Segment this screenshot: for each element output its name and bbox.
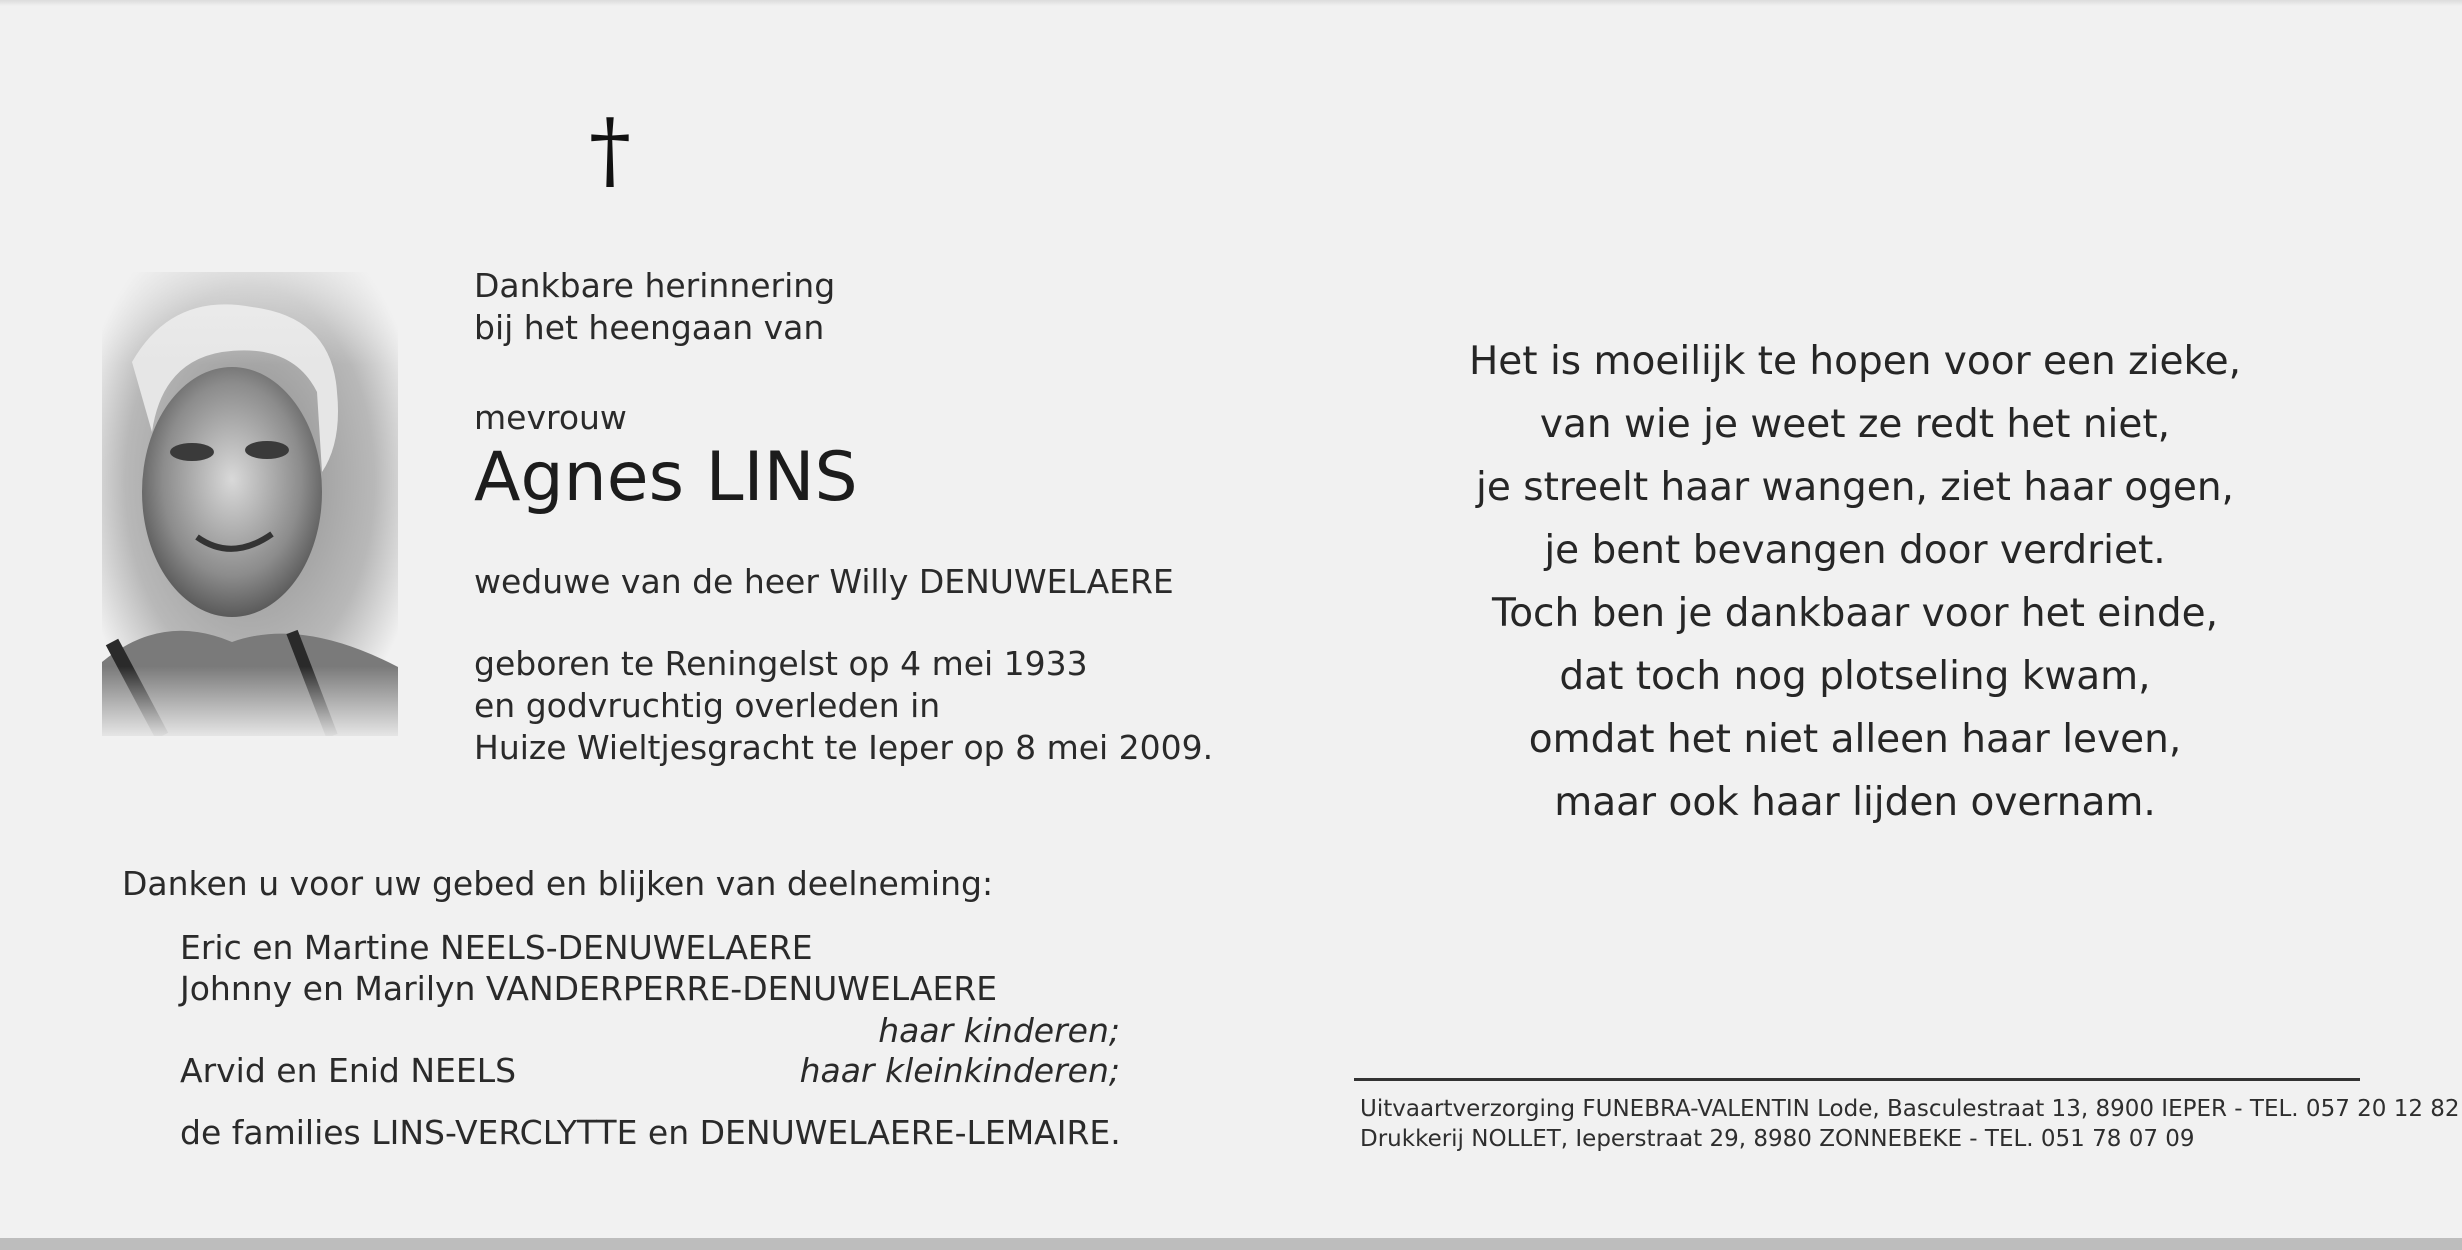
footer-divider <box>1354 1078 2360 1081</box>
printer-info: Drukkerij NOLLET, Ieperstraat 29, 8980 ZONNEBEKE - TEL. 051 78 07 09 <box>1360 1126 2195 1152</box>
family-line-1: Eric en Martine NEELS-DENUWELAERE <box>180 928 813 967</box>
family-line-2: Johnny en Marilyn VANDERPERRE-DENUWELAERE <box>180 969 998 1008</box>
portrait-photo <box>102 272 398 736</box>
poem-line: je streelt haar wangen, ziet haar ogen, <box>1476 465 2234 510</box>
deceased-name: Agnes LINS <box>474 438 858 517</box>
poem-line: maar ook haar lijden overnam. <box>1554 780 2156 825</box>
death-line-1: en godvruchtig overleden in <box>474 686 941 725</box>
widow-line: weduwe van de heer Willy DENUWELAERE <box>474 562 1174 601</box>
intro-line-1: Dankbare herinnering <box>474 266 836 305</box>
children-label: haar kinderen; <box>878 1011 1120 1050</box>
families-line: de families LINS-VERCLYTTE en DENUWELAERE-LEMAIRE. <box>180 1113 1121 1152</box>
poem-line: van wie je weet ze redt het niet, <box>1539 402 2171 447</box>
poem-line: Het is moeilijk te hopen voor een zieke, <box>1468 339 2242 384</box>
cross-icon: † <box>589 101 631 199</box>
family-line-3: Arvid en Enid NEELS <box>180 1051 517 1090</box>
poem-line: omdat het niet alleen haar leven, <box>1528 717 2182 762</box>
poem <box>1340 330 2370 834</box>
thanks-line: Danken u voor uw gebed en blijken van deelneming: <box>122 864 994 903</box>
poem-line: je bent bevangen door verdriet. <box>1544 528 2166 573</box>
poem-line: dat toch nog plotseling kwam, <box>1559 654 2151 699</box>
poem-line: Toch ben je dankbaar voor het einde, <box>1492 591 2218 636</box>
grandchildren-label: haar kleinkinderen; <box>799 1051 1120 1090</box>
intro-line-2: bij het heengaan van <box>474 308 825 347</box>
undertaker-info: Uitvaartverzorging FUNEBRA-VALENTIN Lode, Basculestraat 13, 8900 IEPER - TEL. 057 20 12 82 <box>1360 1096 2460 1122</box>
honorific: mevrouw <box>474 398 627 437</box>
birth-line: geboren te Reningelst op 4 mei 1933 <box>474 644 1088 683</box>
death-line-2: Huize Wieltjesgracht te Ieper op 8 mei 2009. <box>474 728 1214 767</box>
